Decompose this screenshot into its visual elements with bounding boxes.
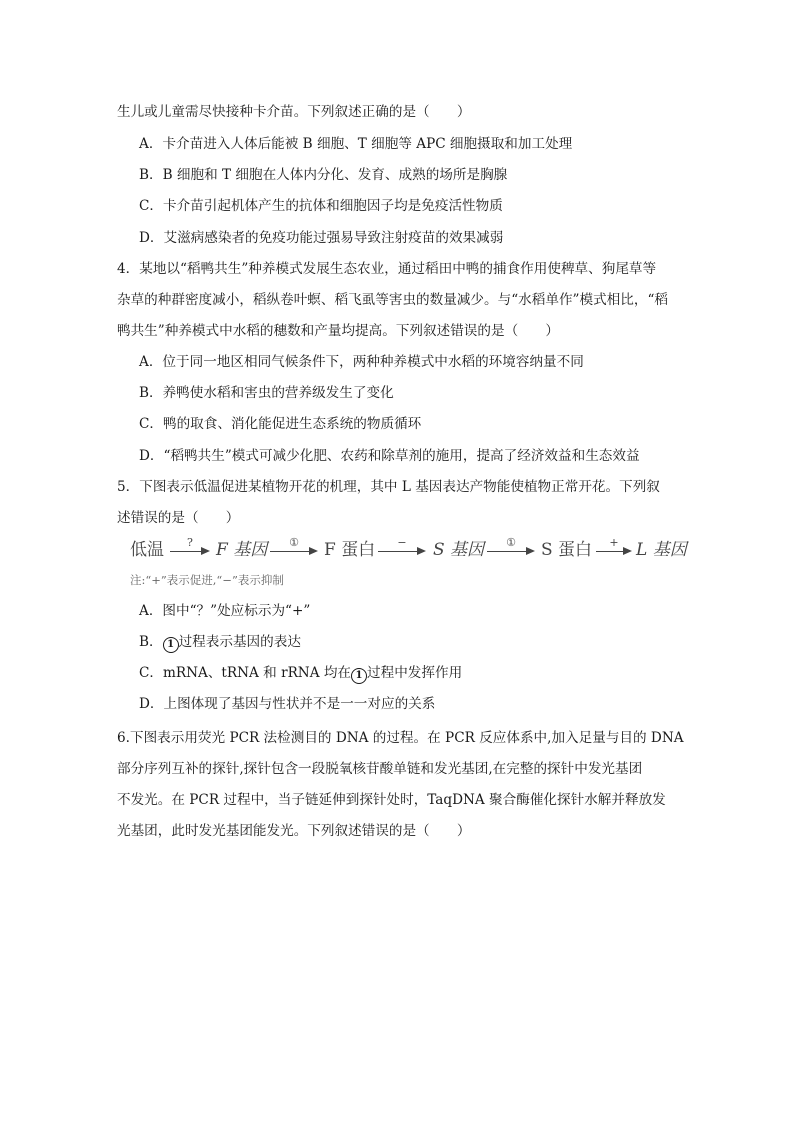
q5-option-b-suffix: 过程表示基因的表达	[178, 634, 301, 650]
q5-option-c-prefix: C．mRNA、tRNA 和 rRNA 均在	[139, 665, 352, 681]
q5-option-d: D．上图体现了基因与性状并不是一一对应的关系	[139, 696, 436, 712]
node-s-gene: S 基因	[433, 540, 485, 560]
arrow-4-label: ①	[506, 536, 516, 549]
q5-stem-line-2: 述错误的是（ ）	[117, 510, 240, 526]
flowering-mechanism-diagram	[130, 534, 687, 590]
arrow-4	[487, 536, 535, 558]
arrow-1-label: ?	[187, 536, 193, 549]
q5-option-a: A．图中“？”处应标示为“+”	[139, 603, 311, 619]
q6-stem-line-4: 光基团，此时发光基团能发光。下列叙述错误的是（ ）	[117, 823, 471, 839]
q3-option-d: D．艾滋病感染者的免疫功能过强易导致注射疫苗的效果减弱	[139, 230, 504, 246]
q6-stem-line-1: 6.下图表示用荧光 PCR 法检测目的 DNA 的过程。在 PCR 反应体系中,加入足量与目的 DNA	[117, 730, 684, 746]
q4-stem-line-2: 杂草的种群密度减小，稻纵卷叶螟、稻飞虱等害虫的数量减少。与“水稻单作”模式相比，“稻	[117, 292, 669, 308]
q3-option-c: C．卡介苗引起机体产生的抗体和细胞因子均是免疫活性物质	[139, 198, 503, 214]
arrow-3-label: −	[397, 536, 407, 549]
q4-option-d: D．“稻鸭共生”模式可减少化肥、农药和除草剂的施用，提高了经济效益和生态效益	[139, 448, 640, 464]
q4-option-c: C．鸭的取食、消化能促进生态系统的物质循环	[139, 416, 422, 432]
q5-option-c-suffix: 过程中发挥作用	[367, 665, 463, 681]
q3-option-b: B．B 细胞和 T 细胞在人体内分化、发育、成熟的场所是胸腺	[139, 167, 508, 183]
q5-option-b	[139, 632, 301, 653]
arrow-2	[270, 536, 318, 558]
node-low-temp: 低温	[130, 540, 164, 560]
arrow-5-label: +	[609, 536, 619, 549]
node-s-protein: S 蛋白	[541, 540, 593, 560]
diagram-note: 注:“+”表示促进,“−”表示抑制	[130, 573, 284, 587]
arrow-3	[378, 536, 426, 558]
q5-stem-line-1: 5．下图表示低温促进某植物开花的机理，其中 L 基因表达产物能使植物正常开花。下列叙	[117, 479, 660, 495]
q4-option-a: A．位于同一地区相同气候条件下，两种种养模式中水稻的环境容纳量不同	[139, 354, 584, 370]
q5-option-c	[139, 663, 462, 684]
q3-option-a: A．卡介苗进入人体后能被 B 细胞、T 细胞等 APC 细胞摄取和加工处理	[139, 136, 573, 152]
node-l-gene: L 基因	[636, 540, 687, 560]
arrow-5	[596, 536, 632, 558]
q4-stem-line-1: 4．某地以“稻鸭共生”种养模式发展生态农业，通过稻田中鸭的捕食作用使稗草、狗尾草等	[117, 261, 657, 277]
q3-stem: 生儿或儿童需尽快接种卡介苗。下列叙述正确的是（ ）	[117, 104, 471, 120]
circled-one-icon: 1	[163, 637, 179, 653]
q5-option-b-prefix: B．	[139, 634, 163, 650]
node-f-gene: F 基因	[216, 540, 268, 560]
arrow-2-label: ①	[289, 536, 299, 549]
arrow-1	[170, 536, 210, 558]
q4-stem-line-3: 鸭共生”种养模式中水稻的穗数和产量均提高。下列叙述错误的是（ ）	[117, 323, 559, 339]
q6-stem-line-3: 不发光。在 PCR 过程中，当子链延伸到探针处时，TaqDNA 聚合酶催化探针水解并释放发	[117, 792, 666, 808]
node-f-protein: F 蛋白	[324, 540, 376, 560]
q6-stem-line-2: 部分序列互补的探针,探针包含一段脱氧核苷酸单链和发光基团,在完整的探针中发光基团	[117, 761, 643, 777]
q4-option-b: B．养鸭使水稻和害虫的营养级发生了变化	[139, 385, 394, 401]
circled-one-icon: 1	[351, 668, 367, 684]
